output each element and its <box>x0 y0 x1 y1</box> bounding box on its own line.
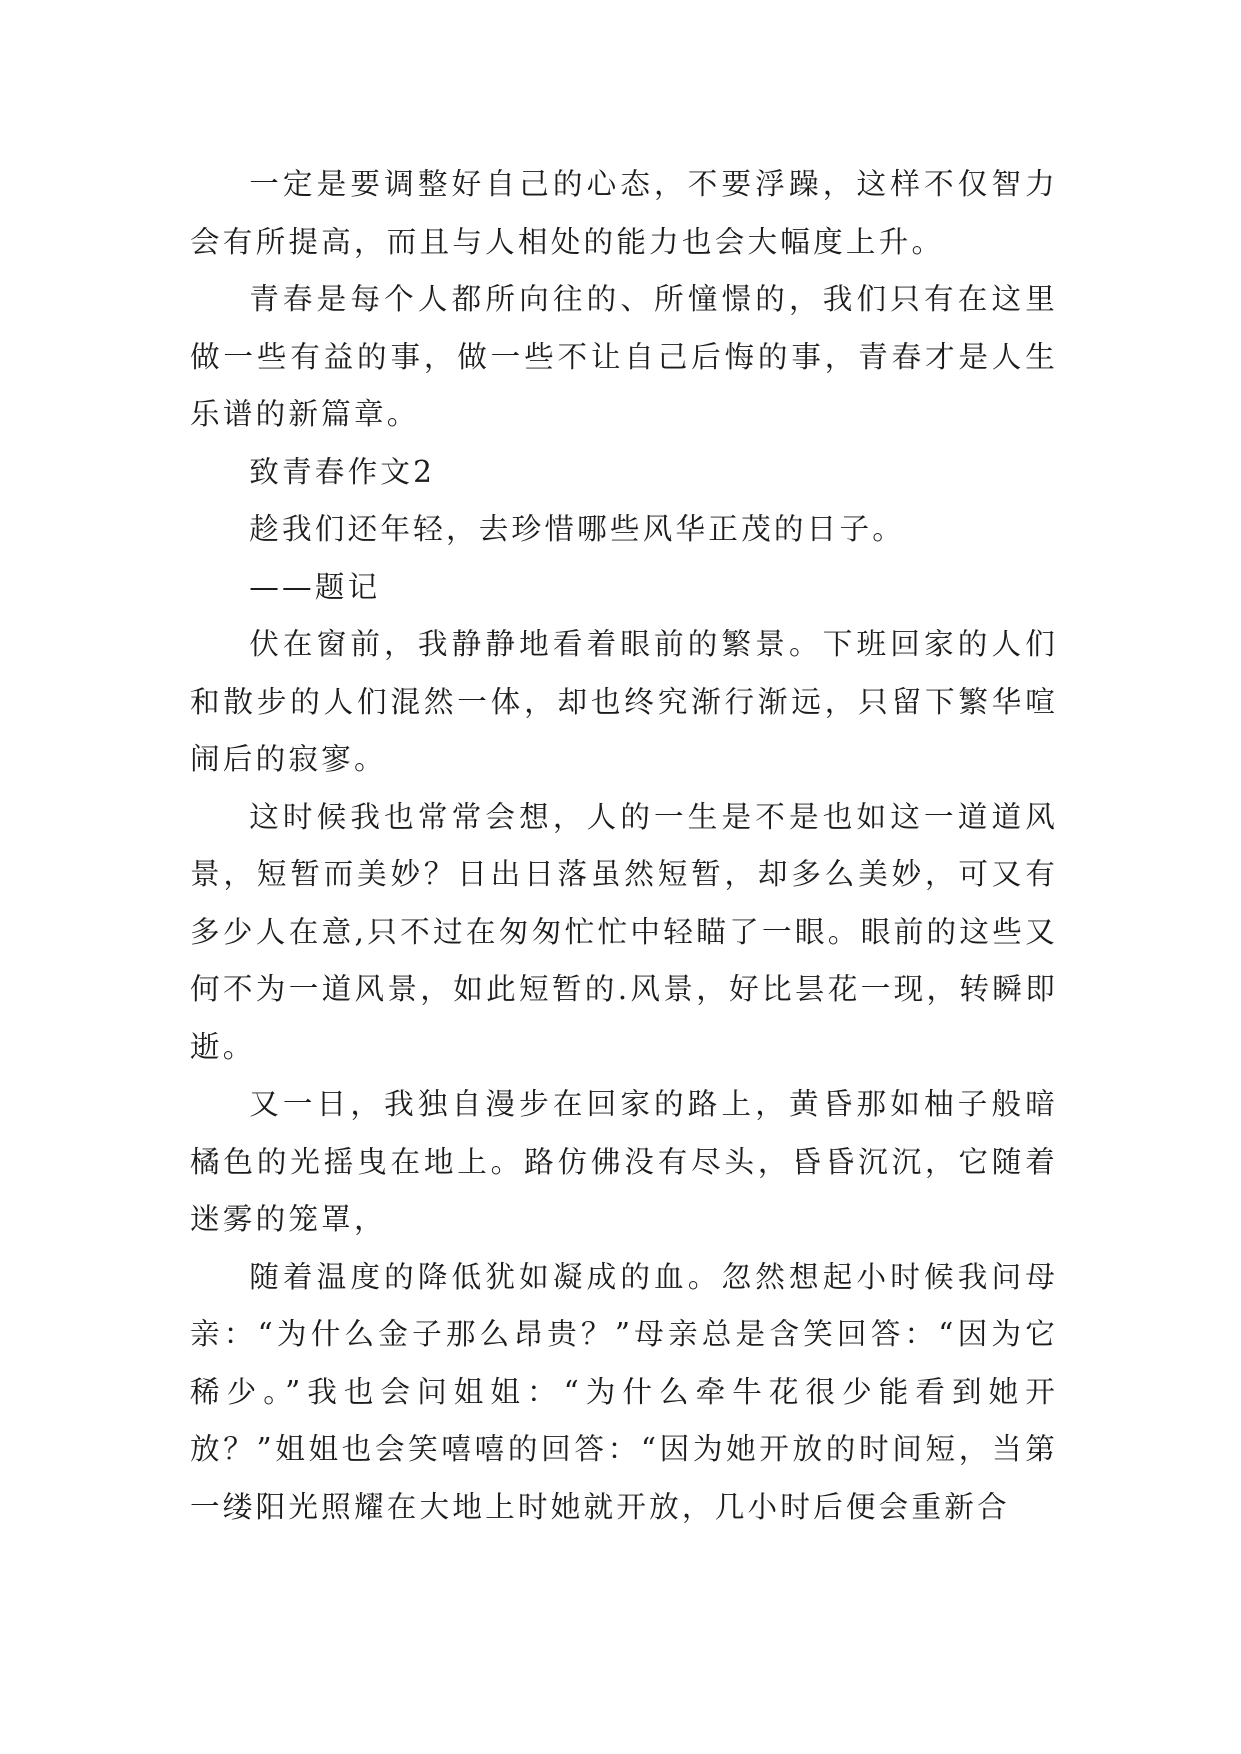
paragraph-5: 又一日，我独自漫步在回家的路上，黄昏那如柚子般暗橘色的光摇曳在地上。路仿佛没有尽头，昏昏沉沉，它随着迷雾的笼罩， <box>190 1087 1058 1236</box>
epigraph: 趁我们还年轻，去珍惜哪些风华正茂的日子。 <box>249 512 906 546</box>
paragraph-2: 青春是每个人都所向往的、所憧憬的，我们只有在这里做一些有益的事，做一些不让自己后悔的事，青春才是人生乐谱的新篇章。 <box>190 282 1058 431</box>
paragraph-4: 这时候我也常常会想，人的一生是不是也如这一道道风景，短暂而美妙？日出日落虽然短暂，却多么美妙，可又有多少人在意,只不过在匆匆忙忙中轻瞄了一眼。眼前的这些又何不为一道风景，如此短暂的.风景，好比昙花一现，转瞬即逝。 <box>190 799 1058 1064</box>
section-heading: 致青春作文2 <box>249 454 436 489</box>
paragraph-6: 随着温度的降低犹如凝成的血。忽然想起小时候我问母亲：“为什么金子那么昂贵？”母亲总是含笑回答：“因为它稀少。”我也会问姐姐：“为什么牵牛花很少能看到她开放？”姐姐也会笑嘻嘻的回答：“因为她开放的时间短，当第一缕阳光照耀在大地上时她就开放，几小时后便会重新合 <box>190 1259 1058 1524</box>
paragraph-3: 伏在窗前，我静静地看着眼前的繁景。下班回家的人们和散步的人们混然一体，却也终究渐行渐远，只留下繁华喧闹后的寂寥。 <box>190 627 1058 776</box>
paragraph-1: 一定是要调整好自己的心态，不要浮躁，这样不仅智力会有所提高，而且与人相处的能力也会大幅度上升。 <box>190 167 1058 259</box>
epigraph-attribution: ——题记 <box>249 569 381 604</box>
document-body <box>190 156 1058 1536</box>
